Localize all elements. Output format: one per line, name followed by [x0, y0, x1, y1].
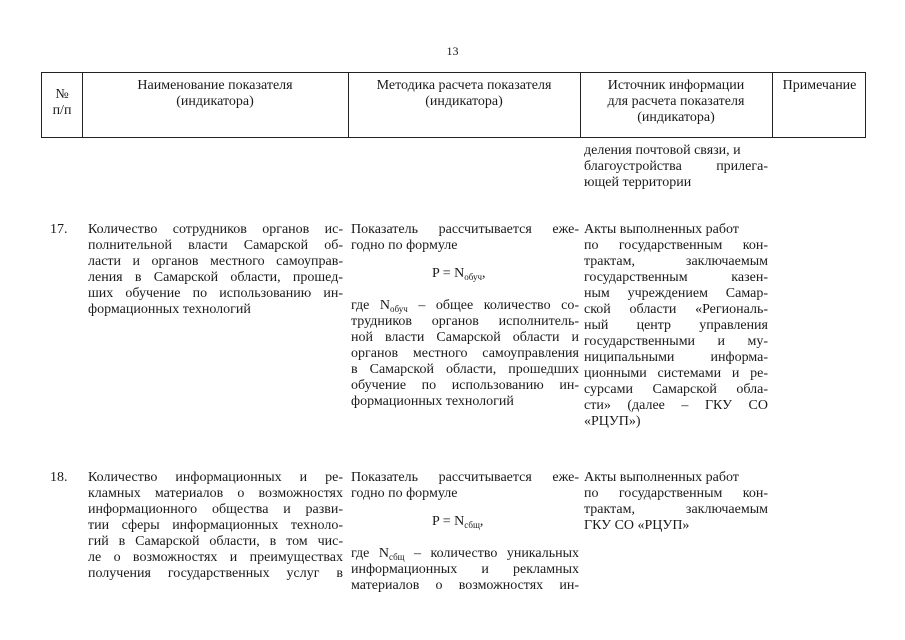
row-number: 17.	[50, 222, 68, 237]
page-number: 13	[446, 44, 459, 58]
header-col-source: Источник информации для расчета показателя (индикатора)	[607, 78, 745, 125]
row-source: Акты выполненных работ по государственным кон- трактам, заключаемым ГКУ СО «РЦУП»	[584, 470, 768, 533]
row-name: Количество сотрудников органов ис- полнительной власти Самарской об- ласти и органов местного самоуправ- ления в Самарской области, прошед- ших обучение по использованию ин- формационных технологий	[88, 222, 343, 317]
row-name: Количество информационных и ре- кламных материалов о возможностях информационного общества и разви- тии сферы информационных техноло- гий в Самарской области, в том чис- ле о возможностях и преимуществах получения государственных услуг в	[88, 470, 343, 581]
row-source: Акты выполненных работ по государственным кон- трактам, заключаемым государственным казен- ным учреждением Самар- ской области «Региональ- ный центр управления государственными и му- ниципальными информа- ционными системами и ре- сурсами Самарской обла- сти» (далее – ГКУ СО «РЦУП»)	[584, 222, 768, 429]
formula: $P = N_{обуч}$,	[432, 266, 486, 282]
continuation-source: деления почтовой связи, и благоустройства прилега- ющей территории	[584, 143, 768, 190]
header-col-note: Примечание	[782, 78, 857, 93]
row-method-intro: Показатель рассчитывается еже- годно по формуле	[351, 222, 579, 253]
row-method-description: где $N_{сбщ}$ – количество уникальных информационных и рекламных материалов о возможностях ин-	[351, 546, 580, 593]
formula: $P = N_{сбщ}$,	[432, 514, 484, 530]
row-number: 18.	[50, 470, 68, 485]
table-header	[41, 72, 866, 138]
header-col-number: № п/п	[52, 87, 72, 118]
header-col-name: Наименование показателя (индикатора)	[137, 78, 293, 109]
row-method-intro: Показатель рассчитывается еже- годно по формуле	[351, 470, 579, 501]
header-col-method: Методика расчета показателя (индикатора)	[376, 78, 552, 109]
row-method-description: где $N_{обуч}$ – общее количество со- трудников органов исполнитель- ной власти Самарской области и органов местного самоуправления в Самарской области, прошедших обучение по использованию ин- формационных технологий	[351, 298, 579, 409]
